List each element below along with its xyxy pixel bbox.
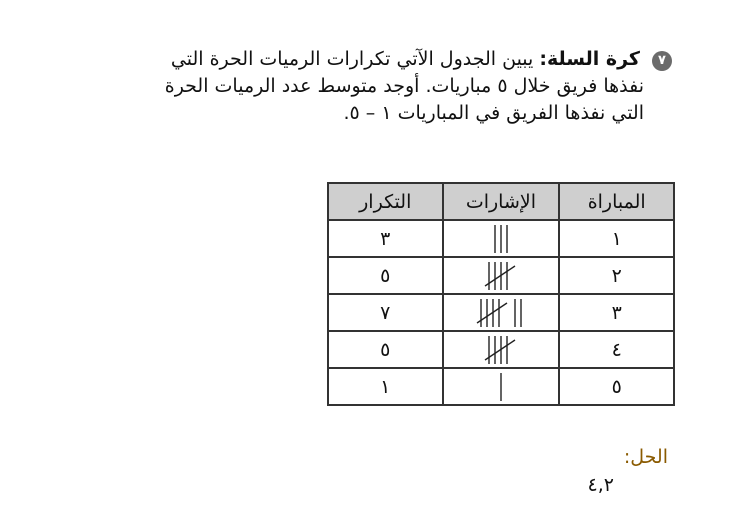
cell-frequency: ٣ — [328, 220, 443, 257]
solution-value: ٤,٢ — [587, 474, 614, 496]
cell-match: ٣ — [559, 294, 674, 331]
problem-number-badge: ٧ — [652, 51, 672, 71]
cell-tally — [443, 368, 560, 405]
cell-tally — [443, 294, 560, 331]
tally-marks-icon — [483, 259, 519, 293]
cell-frequency: ٥ — [328, 257, 443, 294]
solution-label: الحل: — [623, 446, 668, 468]
cell-tally — [443, 331, 560, 368]
tally-marks-icon — [475, 296, 527, 330]
table-header-row — [328, 183, 674, 220]
problem-line-1 — [92, 46, 672, 73]
cell-tally — [443, 220, 560, 257]
cell-match: ٢ — [559, 257, 674, 294]
cell-match: ١ — [559, 220, 674, 257]
tally-table — [327, 182, 675, 406]
problem-text-line-2: نفذها فريق خلال ٥ مباريات. أوجد متوسط عدد الرميات الحرة — [164, 75, 644, 97]
problem-statement — [92, 46, 672, 127]
header-frequency: التكرار — [328, 183, 443, 220]
cell-tally — [443, 257, 560, 294]
cell-match: ٥ — [559, 368, 674, 405]
table-row — [328, 220, 674, 257]
problem-topic: كرة السلة: — [539, 48, 640, 70]
table-row — [328, 294, 674, 331]
cell-frequency: ٥ — [328, 331, 443, 368]
header-tally: الإشارات — [443, 183, 560, 220]
problem-text-line-1: يبين الجدول الآتي تكرارات الرميات الحرة التي — [170, 48, 534, 70]
header-match: المباراة — [559, 183, 674, 220]
table-row — [328, 331, 674, 368]
tally-marks-icon — [495, 370, 507, 404]
table-row — [328, 257, 674, 294]
cell-frequency: ١ — [328, 368, 443, 405]
tally-marks-icon — [489, 222, 513, 256]
cell-frequency: ٧ — [328, 294, 443, 331]
tally-marks-icon — [483, 333, 519, 367]
problem-text-line-3: التي نفذها الفريق في المباريات ١ – ٥. — [343, 102, 644, 124]
cell-match: ٤ — [559, 331, 674, 368]
table-row — [328, 368, 674, 405]
